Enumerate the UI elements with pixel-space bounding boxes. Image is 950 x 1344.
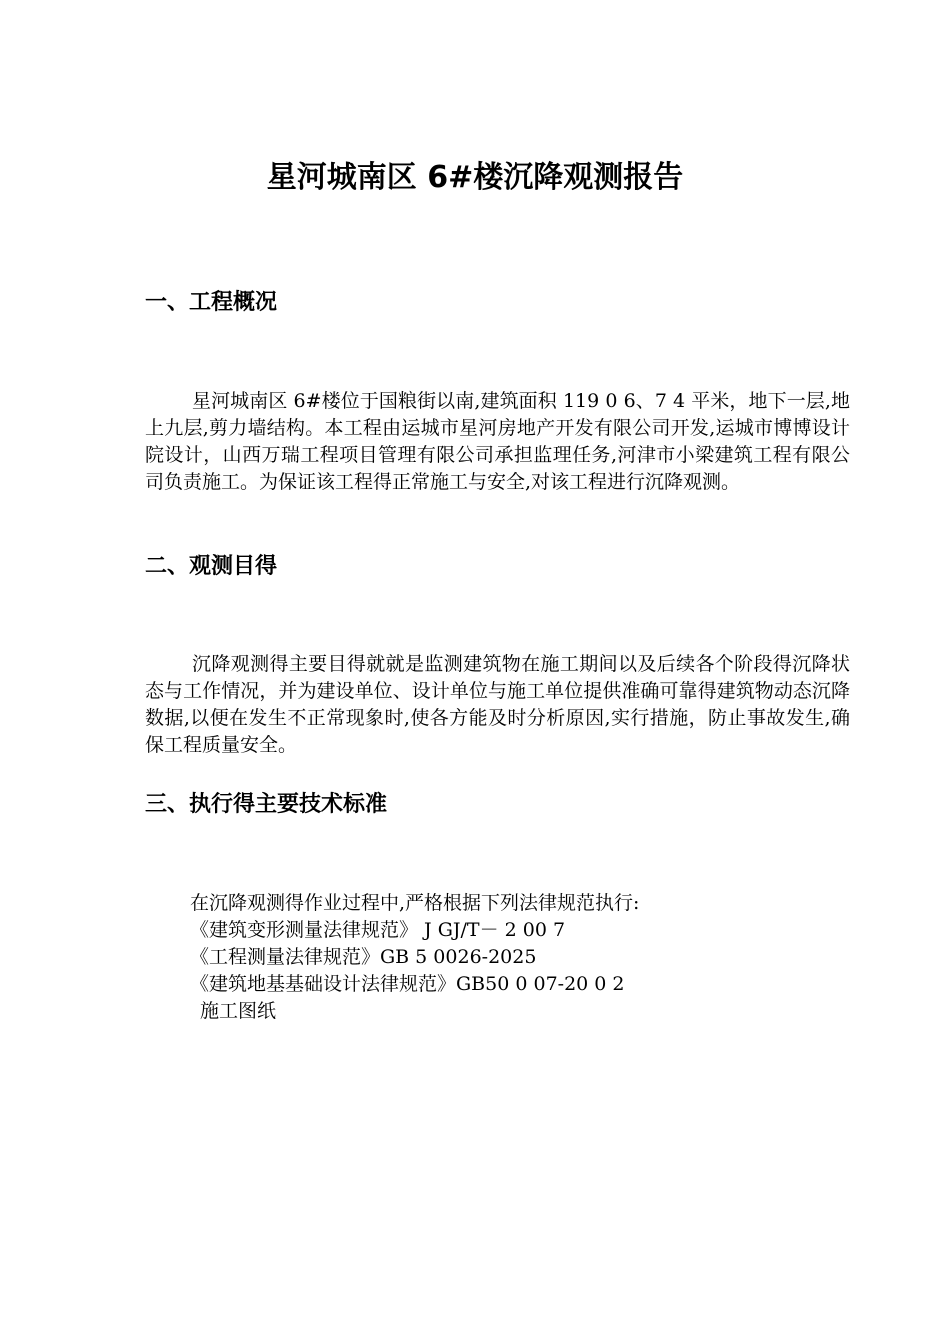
section-paragraph-purpose: 沉降观测得主要目得就就是监测建筑物在施工期间以及后续各个阶段得沉降状态与工作情况，并为建设单位、设计单位与施工单位提供准确可靠得建筑物动态沉降数据,以便在发生不正常现象时,使各方能及时分析原因,实行措施，防止事故发生,确保工程质量安全。 (145, 653, 850, 756)
section-heading-standards: 三、执行得主要技术标准 (145, 792, 388, 817)
page-title: 星河城南区 6#楼沉降观测报告 (266, 160, 684, 195)
list-item: 施工图纸 (200, 1000, 277, 1022)
standards-list (190, 890, 639, 1025)
section-heading-purpose: 二、观测目得 (145, 554, 278, 579)
list-item: 在沉降观测得作业过程中,严格根据下列法律规范执行: (190, 892, 640, 914)
list-item: 《建筑地基基础设计法律规范》GB50 0 07-20 0 2 (190, 973, 625, 995)
list-item: 《建筑变形测量法律规范》 J GJ/T－ 2 00 7 (190, 919, 566, 941)
section-paragraph-overview: 星河城南区 6#楼位于国粮街以南,建筑面积 119 0 6、7 4 平米，地下一层,地上九层,剪力墙结构。本工程由运城市星河房地产开发有限公司开发,运城市博博设计院设计，山西万瑞工程项目管理有限公司承担监理任务,河津市小梁建筑工程有限公司负责施工。为保证该工程得正常施工与安全,对该工程进行沉降观测。 (145, 390, 850, 493)
list-item: 《工程测量法律规范》GB 5 0026-2025 (190, 946, 537, 968)
section-heading-overview: 一、工程概况 (145, 290, 278, 315)
